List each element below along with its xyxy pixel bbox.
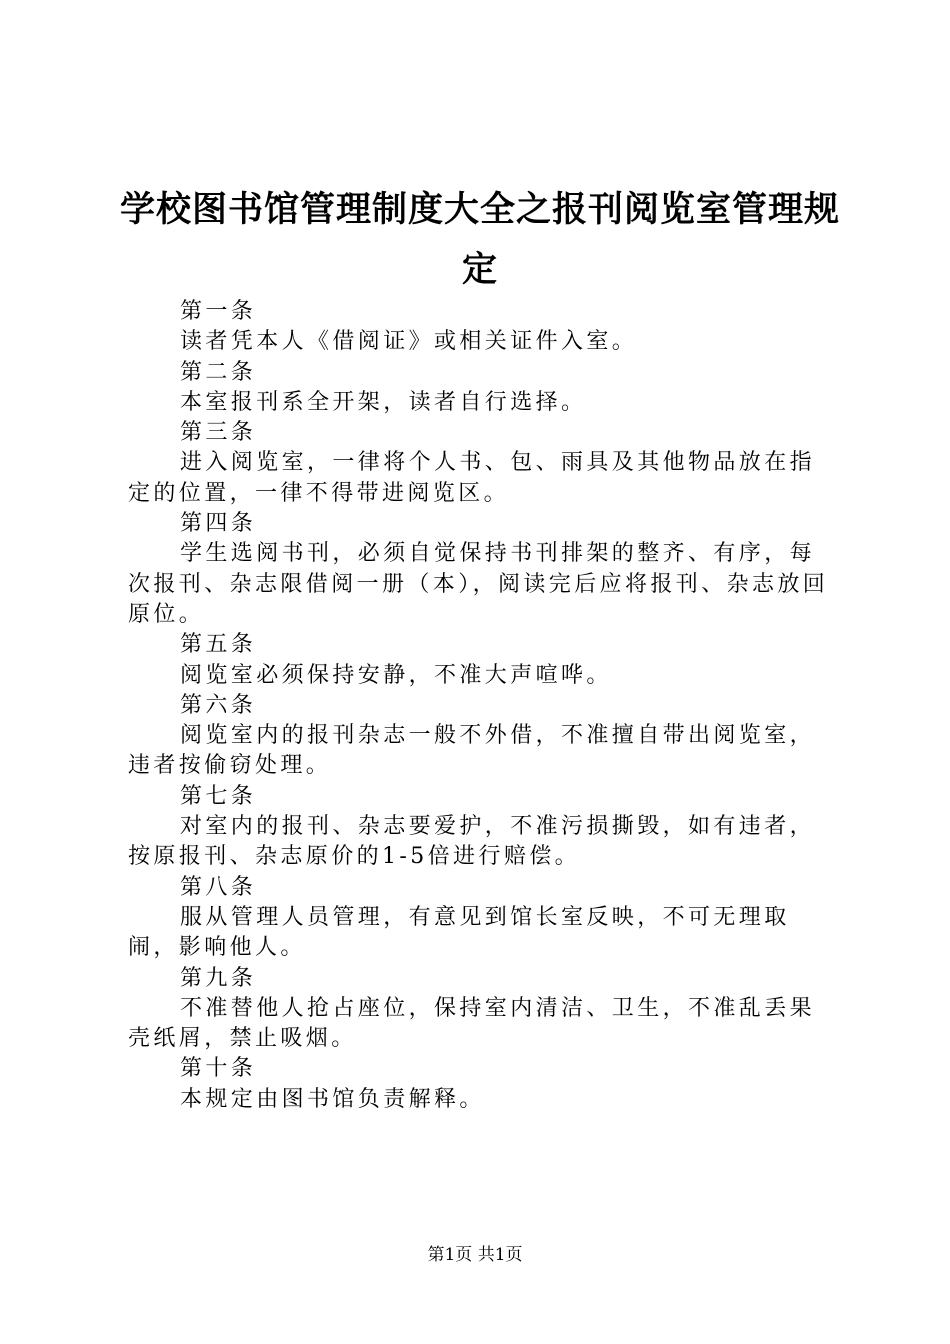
article-text: 读者凭本人《借阅证》或相关证件入室。 — [180, 329, 638, 355]
article-heading: 第十条 — [180, 1056, 257, 1082]
article-heading: 第一条 — [180, 299, 257, 324]
article-text: 学生选阅书刊，必须自觉保持书刊排架的整齐、有序，每次报刊、杂志限借阅一册（本），阅读完后应将报刊、杂志放回原位。 — [128, 541, 829, 627]
article-heading: 第七条 — [180, 783, 257, 809]
article-heading: 第六条 — [180, 692, 257, 718]
article-text: 阅览室必须保持安静，不准大声喧哗。 — [180, 662, 612, 688]
article-text: 服从管理人员管理，有意见到馆长室反映，不可无理取闹，影响他人。 — [128, 904, 790, 961]
page-number-footer: 第1页 共1页 — [427, 1245, 523, 1265]
article-heading: 第三条 — [180, 420, 257, 446]
article-text: 本规定由图书馆负责解释。 — [180, 1086, 485, 1112]
document-title: 学校图书馆管理制度大全之报刊阅览室管理规定 — [120, 189, 841, 290]
article-heading: 第五条 — [180, 632, 257, 658]
article-heading: 第八条 — [180, 874, 257, 900]
article-heading: 第二条 — [180, 359, 257, 385]
article-text: 本室报刊系全开架，读者自行选择。 — [180, 389, 587, 415]
article-heading: 第九条 — [180, 965, 257, 991]
article-text: 不准替他人抢占座位，保持室内清洁、卫生，不准乱丢果壳纸屑，禁止吸烟。 — [128, 995, 816, 1052]
article-heading: 第四条 — [180, 511, 257, 537]
document-body — [128, 297, 832, 1115]
article-text: 进入阅览室，一律将个人书、包、雨具及其他物品放在指定的位置，一律不得带进阅览区。 — [128, 450, 816, 506]
article-text: 阅览室内的报刊杂志一般不外借，不准擅自带出阅览室，违者按偷窃处理。 — [128, 723, 816, 779]
article-text: 对室内的报刊、杂志要爱护，不准污损撕毁，如有违者，按原报刊、杂志原价的1-5倍进行赔偿。 — [128, 814, 816, 870]
